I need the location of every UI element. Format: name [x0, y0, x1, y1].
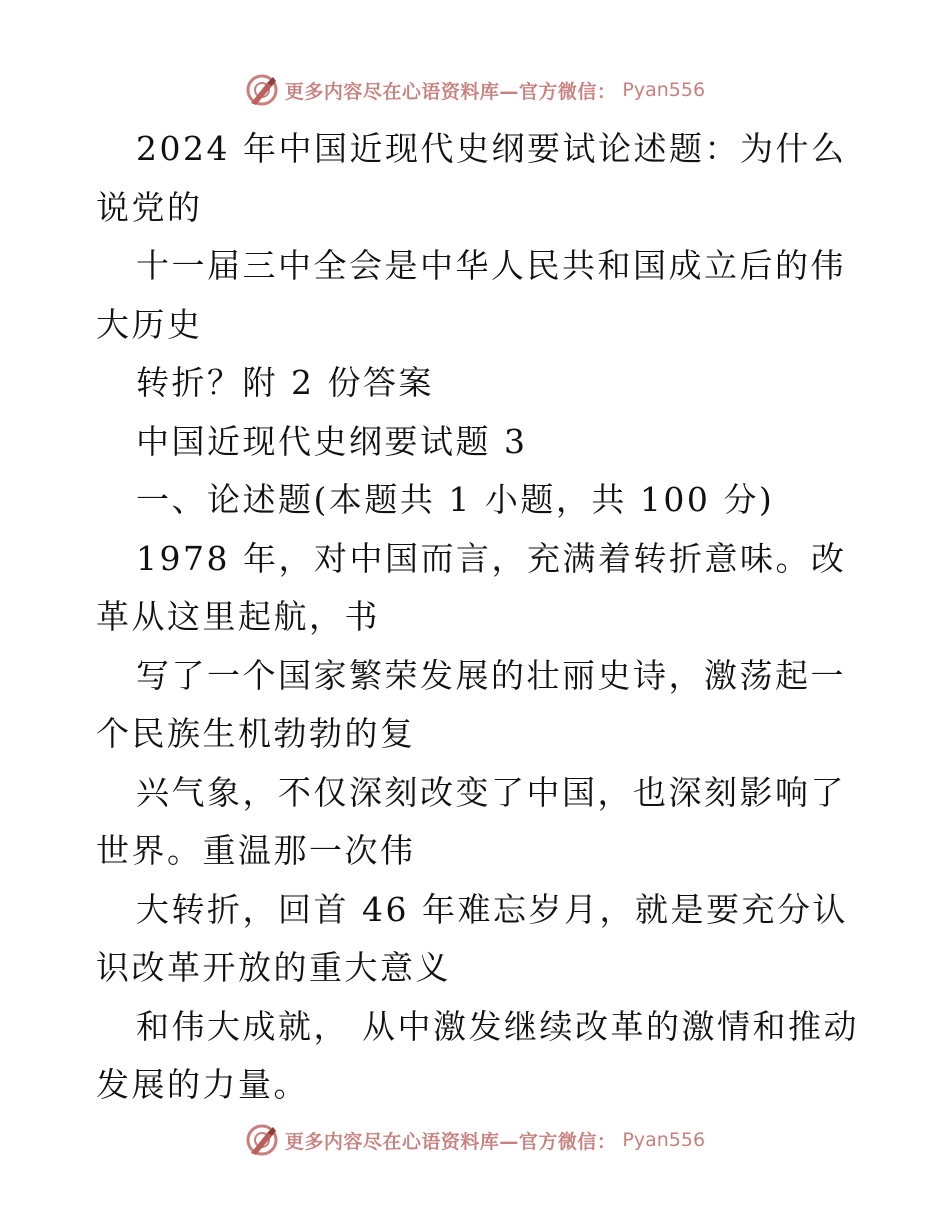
title-line-2: 十一届三中全会是中华人民共和国成立后的伟大历史: [96, 246, 846, 344]
watermark-text: 更多内容尽在心语资料库—官方微信：: [284, 1130, 617, 1153]
body-paragraph-1: 1978 年，对中国而言，充满着转折意味。改革从这里起航，书: [96, 538, 847, 636]
pen-logo-icon: [245, 1123, 279, 1157]
document-body: [96, 120, 876, 1115]
body-paragraph-5: 和伟大成就， 从中激发继续改革的激情和推动发展的力量。: [96, 1006, 859, 1104]
exam-subtitle: 中国近现代史纲要试题 3: [136, 421, 528, 461]
footer-watermark: [0, 1120, 950, 1160]
body-paragraph-3: 兴气象，不仅深刻改变了中国，也深刻影响了世界。重温那一次伟: [96, 772, 846, 870]
watermark-text: 更多内容尽在心语资料库—官方微信：: [284, 80, 617, 103]
watermark-wechat-id: Pyan556: [622, 79, 706, 101]
pen-logo-icon: [245, 73, 279, 107]
title-line-3: 转折？附 2 份答案: [136, 363, 434, 402]
watermark-wechat-id: Pyan556: [622, 1129, 706, 1151]
body-paragraph-4: 大转折，回首 46 年难忘岁月，就是要充分认识改革开放的重大意义: [96, 889, 848, 987]
header-watermark: [0, 70, 950, 110]
section-heading: 一、论述题(本题共 1 小题，共 100 分): [136, 480, 775, 519]
title-line-1: 2024 年中国近现代史纲要试论述题：为什么说党的: [96, 129, 847, 227]
body-paragraph-2: 写了一个国家繁荣发展的壮丽史诗，激荡起一个民族生机勃勃的复: [96, 655, 846, 753]
